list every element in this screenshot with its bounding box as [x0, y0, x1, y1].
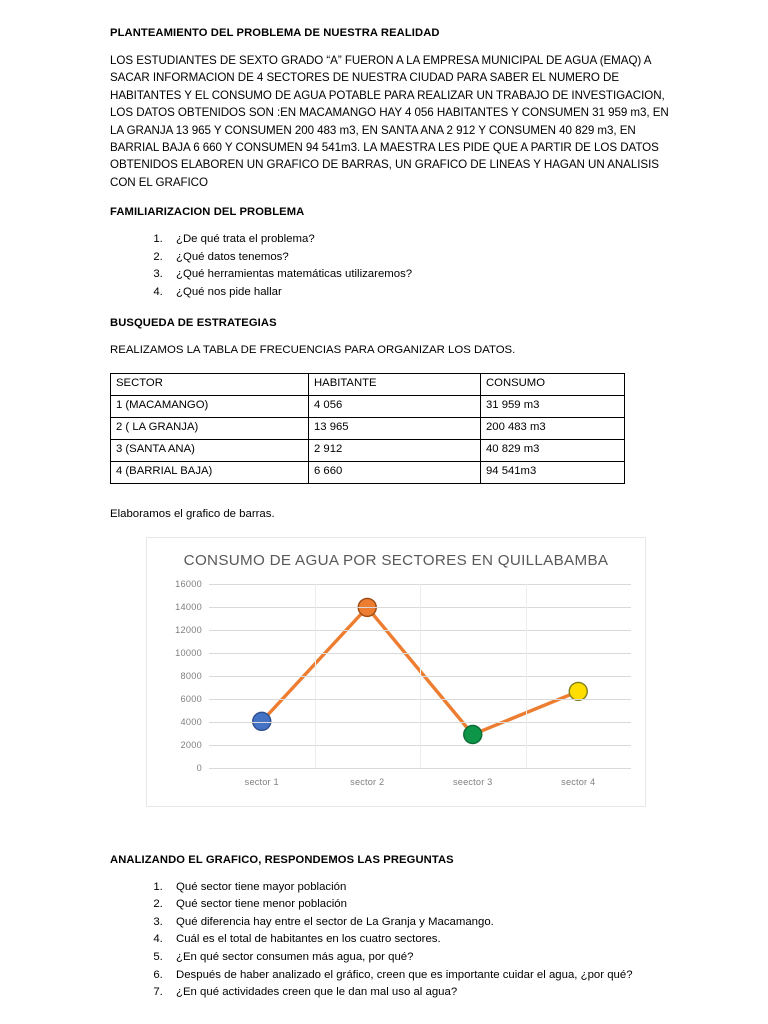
frequency-table	[110, 373, 625, 484]
section-heading-familiarizacion: FAMILIARIZACION DEL PROBLEMA	[110, 206, 305, 219]
chart-plot-area	[175, 578, 631, 787]
table-row	[111, 461, 625, 483]
table-cell: 200 483 m3	[481, 417, 625, 439]
estrategias-paragraph: REALIZAMOS LA TABLA DE FRECUENCIAS PARA ORGANIZAR LOS DATOS.	[110, 343, 516, 356]
table-header-cell: HABITANTE	[309, 373, 481, 395]
chart-y-tick-label: 12000	[175, 624, 202, 635]
list-item: 2. ¿Qué datos tenemos?	[166, 249, 680, 267]
section-heading-busqueda: BUSQUEDA DE ESTRATEGIAS	[110, 316, 277, 329]
chart-x-tick-label: sector 4	[561, 776, 596, 787]
chart-x-tick-label: seector 3	[453, 776, 493, 787]
list-item: 4. ¿Qué nos pide hallar	[166, 284, 680, 302]
familiarizacion-question-list	[110, 231, 680, 301]
chart-category-separator	[526, 584, 527, 768]
section-heading-analizando: ANALIZANDO EL GRAFICO, RESPONDEMOS LAS PREGUNTAS	[110, 853, 454, 866]
list-item: 4. Cuál es el total de habitantes en los cuatro sectores.	[166, 931, 680, 949]
chart-y-tick-label: 8000	[180, 670, 202, 681]
chart-intro-paragraph: Elaboramos el grafico de barras.	[110, 507, 275, 520]
table-cell: 2 ( LA GRANJA)	[111, 417, 309, 439]
table-cell: 1 (MACAMANGO)	[111, 395, 309, 417]
intro-paragraph: LOS ESTUDIANTES DE SEXTO GRADO “A” FUERON A LA EMPRESA MUNICIPAL DE AGUA (EMAQ) A SACAR INFORMACION DE 4 SECTORES DE NUESTRA CIUDAD PARA SABER EL NUMERO DE HABITANTES Y EL CONSUMO DE AGUA POTABLE PARA REALIZAR UN TRABAJO DE INVESTIGACION, LOS DATOS OBTENIDOS SON :EN MACAMANGO HAY 4 056 HABITANTES Y CONSUMEN 31 959 m3, EN LA GRANJA 13 965 Y CONSUMEN 200 483 m3, EN SANTA ANA 2 912 Y CONSUMEN 40 829 m3, EN BARRIAL BAJA 6 660 Y CONSUMEN 94 541m3. LA MAESTRA LES PIDE QUE A PARTIR DE LOS DATOS OBTENIDOS ELABOREN UN GRAFICO DE BARRAS, UN GRAFICO DE LINEAS Y HAGAN UN ANALISIS CON EL GRAFICO	[110, 54, 669, 189]
chart-gridline	[209, 768, 631, 769]
list-item: 5. ¿En qué sector consumen más agua, por qué?	[166, 949, 680, 967]
chart-y-tick-label: 0	[196, 762, 202, 773]
line-chart	[146, 537, 646, 807]
list-item: 2. Qué sector tiene menor población	[166, 896, 680, 914]
list-item: 6. Después de haber analizado el gráfico, creen que es importante cuidar el agua, ¿por qué?	[166, 967, 680, 985]
chart-y-tick-label: 14000	[175, 601, 202, 612]
table-cell: 31 959 m3	[481, 395, 625, 417]
chart-y-tick-label: 6000	[180, 693, 202, 704]
table-row	[111, 417, 625, 439]
chart-x-tick-label: sector 1	[244, 776, 279, 787]
chart-y-tick-label: 10000	[175, 647, 202, 658]
table-cell: 13 965	[309, 417, 481, 439]
table-cell: 4 (BARRIAL BAJA)	[111, 461, 309, 483]
chart-y-tick-label: 2000	[180, 739, 202, 750]
table-cell: 6 660	[309, 461, 481, 483]
table-cell: 94 541m3	[481, 461, 625, 483]
list-item: 1. ¿De qué trata el problema?	[166, 231, 680, 249]
list-item: 3. ¿Qué herramientas matemáticas utilizaremos?	[166, 266, 680, 284]
list-item: 7. ¿En qué actividades creen que le dan mal uso al agua?	[166, 984, 680, 1002]
chart-y-tick-label: 16000	[175, 578, 202, 589]
table-cell: 4 056	[309, 395, 481, 417]
chart-category-separator	[420, 584, 421, 768]
table-cell: 40 829 m3	[481, 439, 625, 461]
chart-data-point	[569, 682, 587, 700]
table-row	[111, 439, 625, 461]
chart-y-tick-label: 4000	[180, 716, 202, 727]
table-header-row	[111, 373, 625, 395]
list-item: 3. Qué diferencia hay entre el sector de La Granja y Macamango.	[166, 914, 680, 932]
chart-category-separator	[315, 584, 316, 768]
table-cell: 2 912	[309, 439, 481, 461]
chart-title: CONSUMO DE AGUA POR SECTORES EN QUILLABAMBA	[183, 551, 609, 569]
chart-data-point	[464, 725, 482, 743]
table-header-cell: CONSUMO	[481, 373, 625, 395]
list-item: 1. Qué sector tiene mayor población	[166, 879, 680, 897]
chart-x-tick-label: sector 2	[350, 776, 385, 787]
analisis-question-list	[110, 879, 680, 1002]
section-heading-planteamiento: PLANTEAMIENTO DEL PROBLEMA DE NUESTRA REALIDAD	[110, 27, 440, 39]
table-cell: 3 (SANTA ANA)	[111, 439, 309, 461]
table-header-cell: SECTOR	[111, 373, 309, 395]
table-row	[111, 395, 625, 417]
